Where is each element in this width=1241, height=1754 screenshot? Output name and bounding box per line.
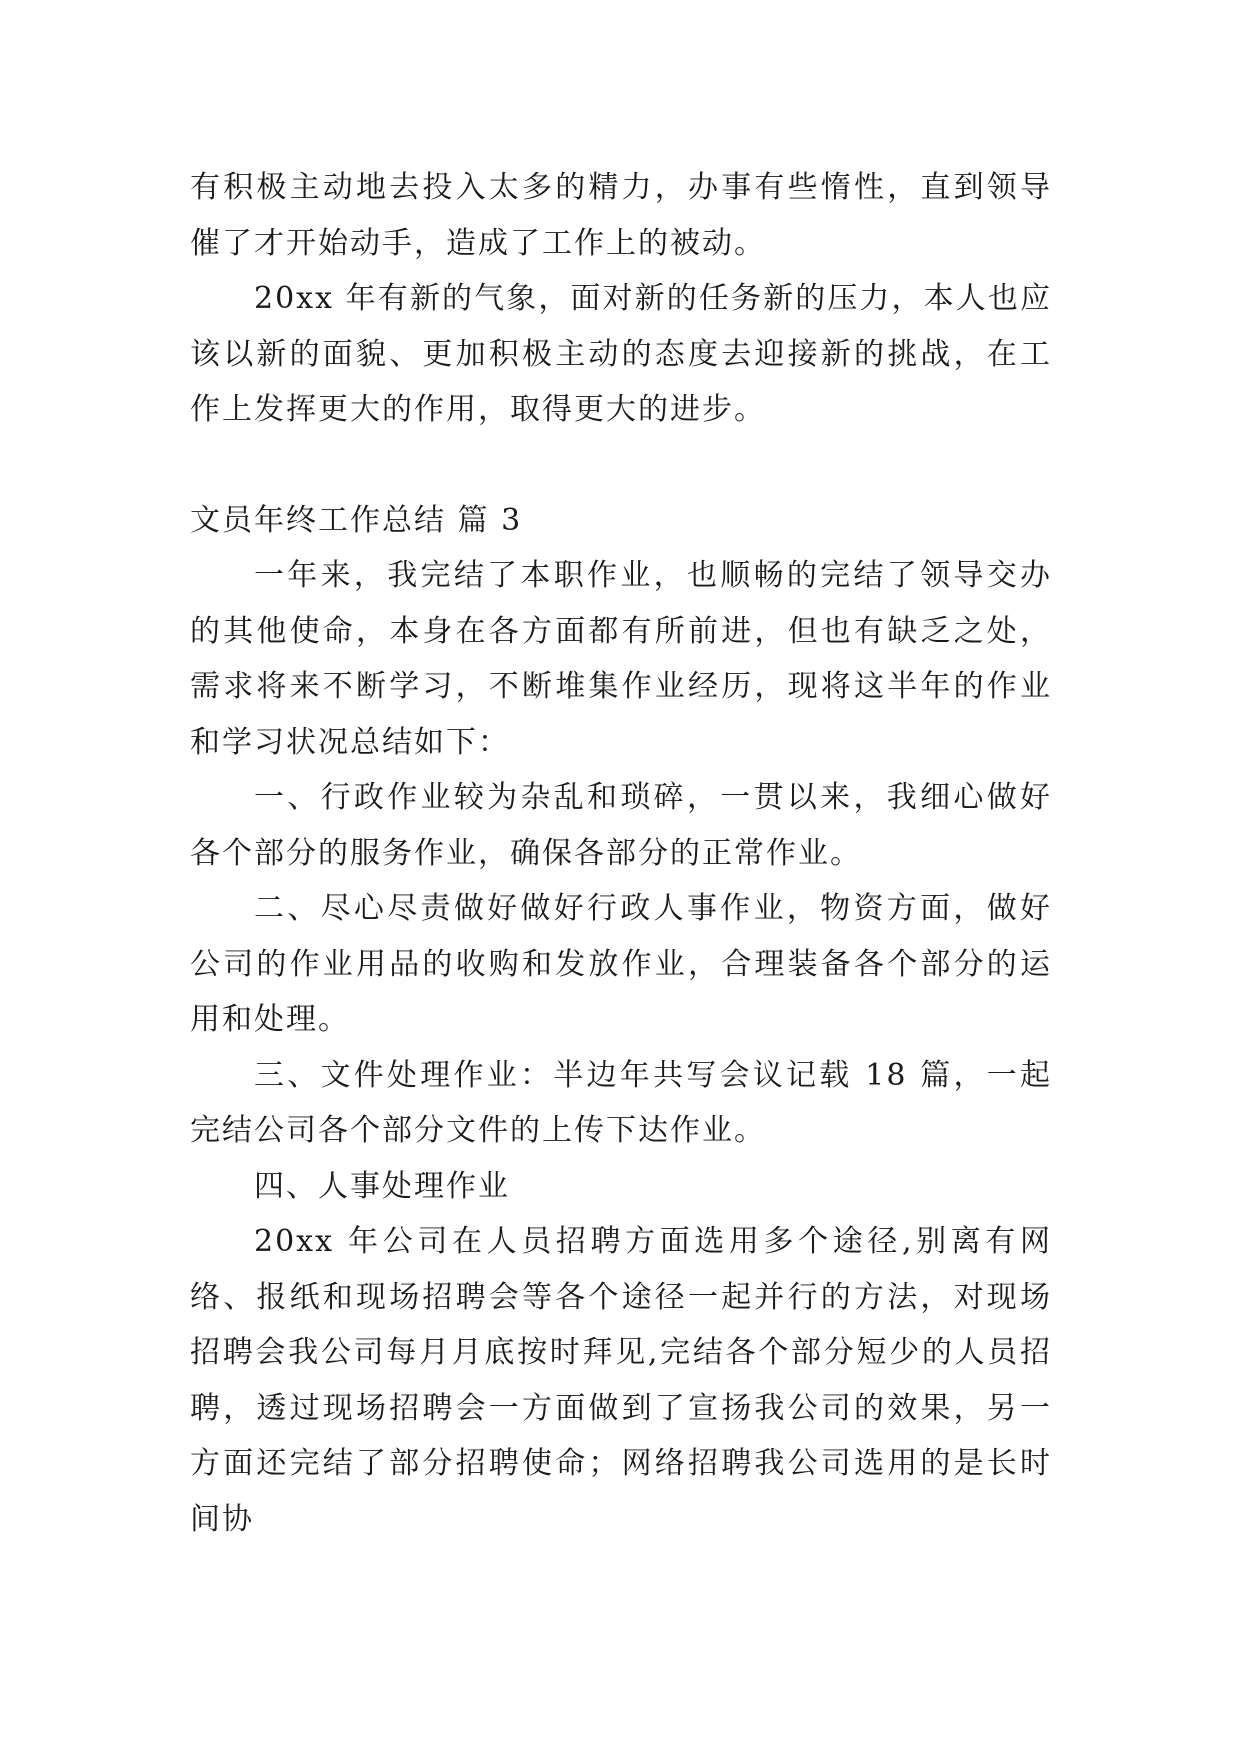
paragraph-item-4-title: 四、人事处理作业 bbox=[254, 1168, 510, 1204]
document-body bbox=[190, 160, 1052, 1547]
paragraph-continuation: 有积极主动地去投入太多的精力，办事有些惰性，直到领导催了才开始动手，造成了工作上的被动。 bbox=[190, 170, 1052, 261]
paragraph-item-3: 三、文件处理作业：半边年共写会议记载 18 篇，一起完结公司各个部分文件的上传下达作业。 bbox=[190, 1057, 1052, 1148]
paragraph-recruitment: 20xx 年公司在人员招聘方面选用多个途径,别离有网络、报纸和现场招聘会等各个途径一起并行的方法，对现场招聘会我公司每月月底按时拜见,完结各个部分短少的人员招聘，透过现场招聘会一方面做到了宣扬我公司的效果，另一方面还完结了部分招聘使命；网络招聘我公司选用的是长时间协 bbox=[190, 1224, 1052, 1537]
paragraph-intro: 一年来，我完结了本职作业，也顺畅的完结了领导交办的其他使命，本身在各方面都有所前进，但也有缺乏之处，需求将来不断学习，不断堆集作业经历，现将这半年的作业和学习状况总结如下： bbox=[190, 558, 1052, 760]
section-heading: 文员年终工作总结 篇 3 bbox=[190, 502, 523, 538]
paragraph-item-1: 一、行政作业较为杂乱和琐碎，一贯以来，我细心做好各个部分的服务作业，确保各部分的正常作业。 bbox=[190, 780, 1052, 871]
paragraph-new-year-outlook: 20xx 年有新的气象，面对新的任务新的压力，本人也应该以新的面貌、更加积极主动的态度去迎接新的挑战，在工作上发挥更大的作用，取得更大的进步。 bbox=[190, 281, 1052, 427]
paragraph-item-2: 二、尽心尽责做好做好行政人事作业，物资方面，做好公司的作业用品的收购和发放作业，合理装备各个部分的运用和处理。 bbox=[190, 891, 1052, 1037]
